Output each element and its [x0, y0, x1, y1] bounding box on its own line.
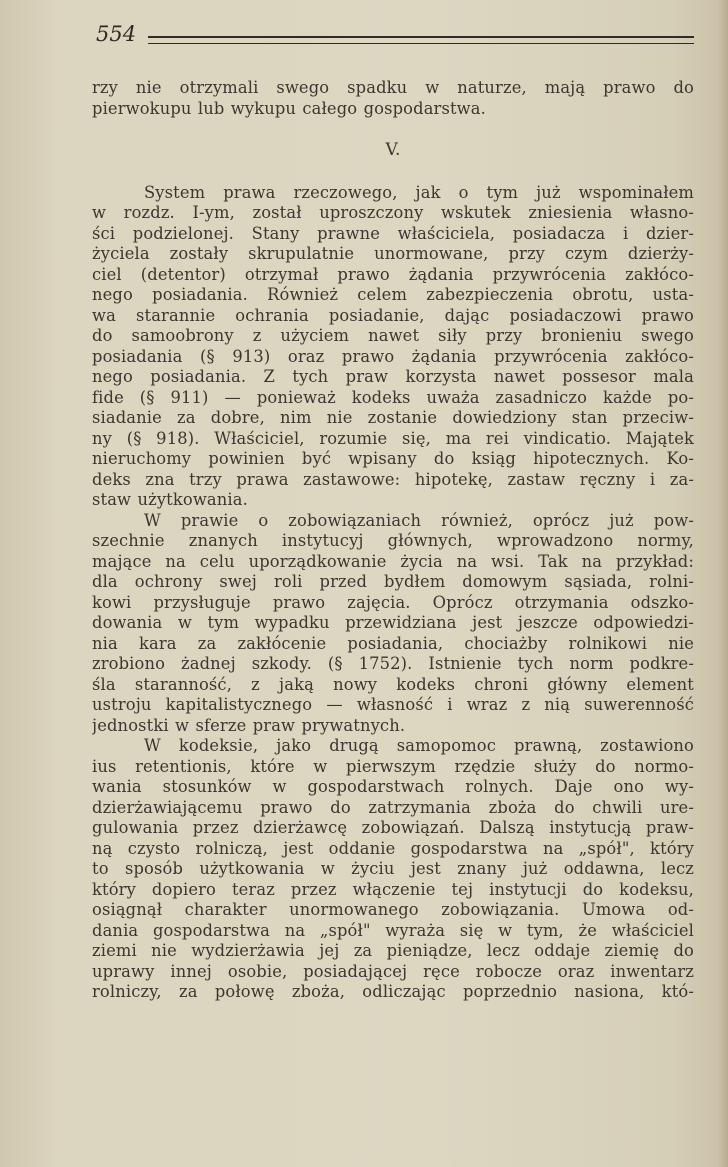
text-line: gulowania przez dzierżawcę zobowiązań. Dalszą instytucją praw-	[92, 818, 694, 837]
text-line: W kodeksie, jako drugą samopomoc prawną, zostawiono	[144, 736, 694, 755]
text-line: wania stosunków w gospodarstwach rolnych. Daje ono wy-	[92, 777, 694, 796]
text-line: nego posiadania. Z tych praw korzysta nawet possesor mala	[92, 367, 694, 386]
text-line: do samoobrony z użyciem nawet siły przy bronieniu swego	[92, 326, 694, 345]
text-line: w rozdz. I-ym, został uproszczony wskutek zniesienia własno-	[92, 203, 694, 222]
text-line: System prawa rzeczowego, jak o tym już wspominałem	[144, 182, 694, 202]
text-line: fide (§ 911) — ponieważ kodeks uważa zasadniczo każde po-	[92, 387, 694, 407]
text-line: ziemi nie wydzierżawia jej za pieniądze, lecz oddaje ziemię do	[92, 941, 694, 960]
text-line: ny (§ 918). Właściciel, rozumie się, ma rei vindicatio. Majątek	[92, 428, 694, 448]
text-line: dzierżawiającemu prawo do zatrzymania zboża do chwili ure-	[92, 797, 694, 817]
text-line: uprawy innej osobie, posiadającej ręce robocze oraz inwentarz	[92, 961, 694, 981]
text-line: kowi przysługuje prawo zajęcia. Oprócz otrzymania odszko-	[92, 592, 694, 612]
text-line: siadanie za dobre, nim nie zostanie dowiedziony stan przeciw-	[92, 408, 694, 427]
page-number: 554	[96, 22, 137, 46]
text-line: ną czysto rolniczą, jest oddanie gospodarstwa na „spół", który	[92, 838, 694, 858]
text-line: deks zna trzy prawa zastawowe: hipotekę, zastaw ręczny i za-	[92, 469, 694, 489]
text-line: wa starannie ochrania posiadanie, dając posiadaczowi prawo	[92, 305, 694, 325]
header-rule	[148, 36, 694, 44]
text-line: ści podzielonej. Stany prawne właściciela, posiadacza i dzier-	[92, 223, 694, 243]
text-line: rolniczy, za połowę zboża, odliczając poprzednio nasiona, któ-	[92, 982, 694, 1001]
text-line: śla staranność, z jaką nowy kodeks chroni główny element	[92, 674, 694, 694]
text-line: osiągnął charakter unormowanego zobowiązania. Umowa od-	[92, 900, 694, 919]
text-line: życiela zostały skrupulatnie unormowane, przy czym dzierży-	[92, 244, 694, 263]
text-line: to sposób użytkowania w życiu jest znany już oddawna, lecz	[92, 859, 694, 878]
text-line: nieruchomy powinien być wpisany do ksiąg hipotecznych. Ko-	[92, 449, 694, 468]
text-line: jednostki w sferze praw prywatnych.	[92, 715, 406, 735]
text-line: rzy nie otrzymali swego spadku w naturze, mają prawo do	[92, 78, 694, 97]
text-line: pierwokupu lub wykupu całego gospodarstwa.	[92, 98, 486, 118]
text-line: W prawie o zobowiązaniach również, oprócz już pow-	[144, 510, 694, 530]
text-line: posiadania (§ 913) oraz prawo żądania przywrócenia zakłóco-	[92, 346, 694, 366]
body-text	[92, 78, 694, 1003]
text-line: nego posiadania. Również celem zabezpieczenia obrotu, usta-	[92, 285, 694, 304]
section-heading: V.	[385, 140, 401, 160]
text-line: staw użytkowania.	[92, 490, 248, 509]
text-line: szechnie znanych instytucyj głównych, wprowadzono normy,	[92, 531, 694, 550]
text-line: dla ochrony swej roli przed bydłem domowym sąsiada, rolni-	[92, 572, 694, 591]
page-header	[96, 22, 694, 50]
text-line: który dopiero teraz przez włączenie tej instytucji do kodeksu,	[92, 879, 694, 899]
text-line: nia kara za zakłócenie posiadania, chociażby rolnikowi nie	[92, 633, 694, 653]
text-line: ciel (detentor) otrzymał prawo żądania przywrócenia zakłóco-	[92, 264, 694, 284]
text-line: ius retentionis, które w pierwszym rzędzie służy do normo-	[92, 756, 694, 776]
text-line: zrobiono żadnej szkody. (§ 1752). Istnienie tych norm podkre-	[92, 654, 694, 673]
text-line: mające na celu uporządkowanie życia na wsi. Tak na przykład:	[92, 551, 694, 571]
text-line: dania gospodarstwa na „spół" wyraża się w tym, że właściciel	[92, 920, 694, 940]
text-line: ustroju kapitalistycznego — własność i wraz z nią suwerenność	[92, 695, 694, 714]
text-line: dowania w tym wypadku przewidziana jest jeszcze odpowiedzi-	[92, 613, 694, 632]
